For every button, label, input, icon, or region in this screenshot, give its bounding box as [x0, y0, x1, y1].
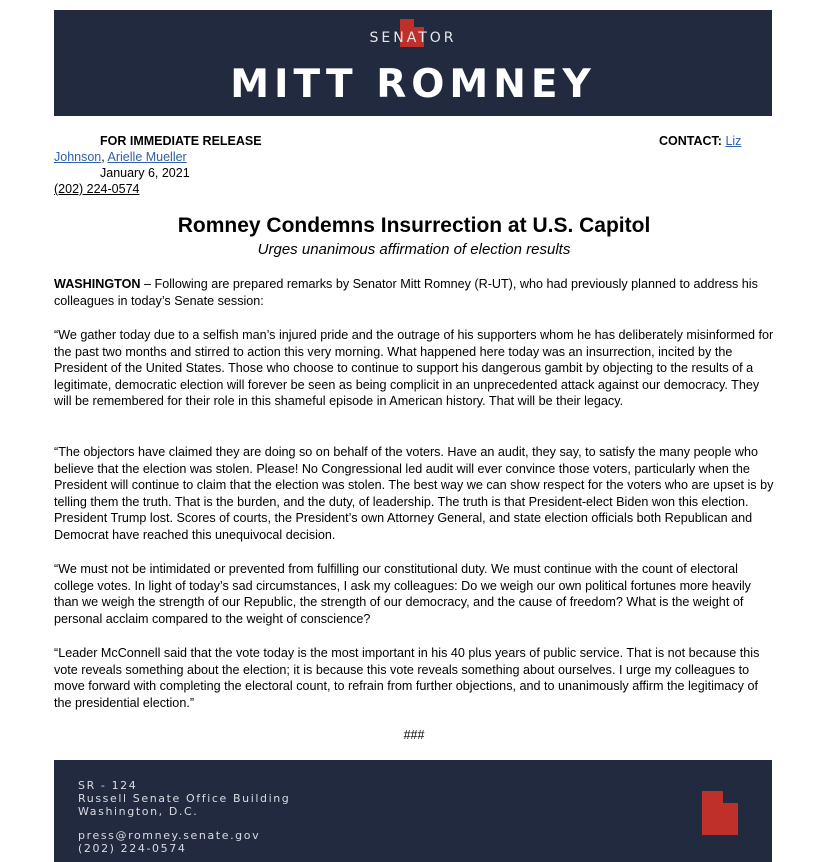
contact-phone	[54, 181, 139, 197]
contact-link-johnson-first[interactable]: Liz	[725, 134, 742, 148]
dateline: WASHINGTON	[54, 277, 141, 291]
contact-names	[54, 149, 187, 165]
footer-email[interactable]: press@romney.senate.gov	[78, 829, 261, 842]
body-paragraph-4: “Leader McConnell said that the vote today is the most important in his 40 plus years of public service. That is not because this vote reveals something about the election; it is because this vote reveals something about ourselves. I urge my colleagues to move forward with completing the electoral count, to refrain from further objections, and to unanimously affirm the legitimacy of the presidential election.”	[54, 646, 760, 710]
page-subtitle: Urges unanimous affirmation of election results	[257, 241, 571, 258]
footer-building: Russell Senate Office Building	[78, 792, 291, 805]
letterhead-banner	[54, 10, 772, 116]
footer-banner	[54, 760, 772, 862]
body-paragraph-3: “We must not be intimidated or prevented from fulfilling our constitutional duty. We must continue with the count of electoral college votes. In light of today’s sad circumstances, I ask my colleagues: Do we weigh our own political fortunes more heavily than we weigh the strength of our Republic, the strength of our democracy, and the cause of freedom? What is the weight of personal acclaim compared to the weight of conscience?	[54, 562, 751, 626]
body-paragraph-1: “We gather today due to a selfish man’s injured pride and the outrage of his supporters whom he has deliberately misinformed for the past two months and stirred to action this very morning. What happened here today was an insurrection, incited by the President of the United States. Those who choose to continue to support his dangerous gambit by objecting to the results of a legitimate, democratic election will forever be seen as being complicit in an unprecedented attack against our democracy. They will be remembered for their role in this shameful episode in American history. That will be their legacy.	[54, 328, 774, 409]
end-mark: ###	[403, 728, 425, 742]
footer-phone: (202) 224-0574	[78, 842, 187, 855]
body-paragraph-2: “The objectors have claimed they are doing so on behalf of the voters. Have an audit, they say, to satisfy the many people who believe that the election was stolen. Please! No Congressional led audit will ever convince those voters, particularly when the President will continue to claim that the election was stolen. The best way we can show respect for the voters who are upset is by telling them the truth. That is the burden, and the duty, of leadership. The truth is that President-elect Biden won this election. President Trump lost. Scores of courts, the President’s own Attorney General, and state election officials both Republican and Democrat have reached this unequivocal decision.	[54, 445, 774, 542]
intro-text: – Following are prepared remarks by Senator Mitt Romney (R-UT), who had previously planned to address his colleagues in today’s Senate session:	[54, 277, 758, 308]
footer-city: Washington, D.C.	[78, 805, 199, 818]
senator-label: SENATOR	[369, 30, 457, 46]
senator-name: MITT ROMNEY	[230, 62, 596, 107]
contact-phone-link[interactable]: (202) 224-0574	[54, 182, 140, 196]
contact-link-mueller[interactable]: Arielle Mueller	[107, 150, 187, 164]
release-date: January 6, 2021	[100, 166, 190, 180]
footer-room: SR - 124	[78, 779, 138, 792]
page-title: Romney Condemns Insurrection at U.S. Capitol	[177, 214, 651, 237]
intro-paragraph	[54, 276, 778, 309]
contact-link-johnson[interactable]: Johnson	[54, 150, 102, 164]
utah-state-icon	[702, 791, 738, 835]
contact-label: CONTACT:	[659, 134, 722, 148]
release-label: FOR IMMEDIATE RELEASE	[100, 134, 262, 148]
contact-line	[659, 133, 741, 149]
contact-separator: ,	[101, 150, 108, 164]
